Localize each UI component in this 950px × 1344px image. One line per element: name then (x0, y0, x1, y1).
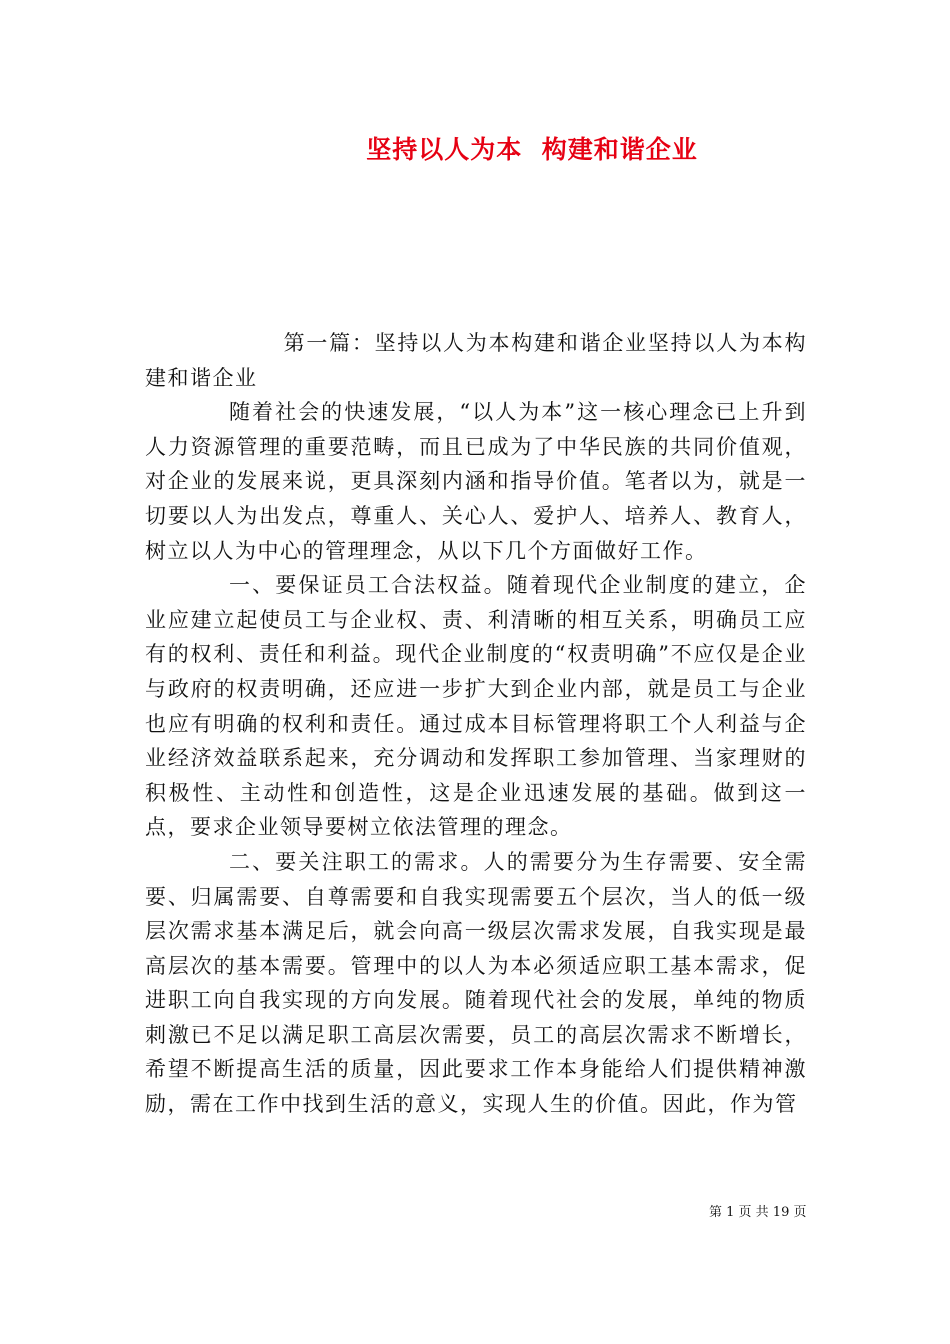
document-body (145, 326, 807, 1122)
paragraph-point-one: 一、要保证员工合法权益。随着现代企业制度的建立，企业应建立起使员工与企业权、责、利清晰的相互关系，明确员工应有的权利、责任和利益。现代企业制度的“权责明确”不应仅是企业与政府的权责明确，还应进一步扩大到企业内部，就是员工与企业也应有明确的权利和责任。通过成本目标管理将职工个人利益与企业经济效益联系起来，充分调动和发挥职工参加管理、当家理财的积极性、主动性和创造性，这是企业迅速发展的基础。做到这一点，要求企业领导要树立依法管理的理念。 (145, 573, 807, 840)
paragraph-intro: 随着社会的快速发展，“以人为本”这一核心理念已上升到人力资源管理的重要范畴，而且已成为了中华民族的共同价值观，对企业的发展来说，更具深刻内涵和指导价值。笔者以为，就是一切要以人为出发点，尊重人、关心人、爱护人、培养人、教育人，树立以人为中心的管理理念，从以下几个方面做好工作。 (145, 400, 807, 563)
paragraph-heading: 第一篇：坚持以人为本构建和谐企业坚持以人为本构建和谐企业 (145, 331, 807, 390)
page-number-footer: 第 1 页 共 19 页 (709, 1205, 807, 1220)
paragraph-point-two: 二、要关注职工的需求。人的需要分为生存需要、安全需要、归属需要、自尊需要和自我实现需要五个层次，当人的低一级层次需求基本满足后，就会向高一级层次需求发展，自我实现是最高层次的基本需要。管理中的以人为本必须适应职工基本需求，促进职工向自我实现的方向发展。随着现代社会的发展，单纯的物质刺激已不足以满足职工高层次需要，员工的高层次需求不断增长，希望不断提高生活的质量，因此要求工作本身能给人们提供精神激励，需在工作中找到生活的意义，实现人生的价值。因此，作为管 (145, 849, 807, 1117)
document-title: 坚持以人为本 构建和谐企业 (366, 135, 698, 164)
